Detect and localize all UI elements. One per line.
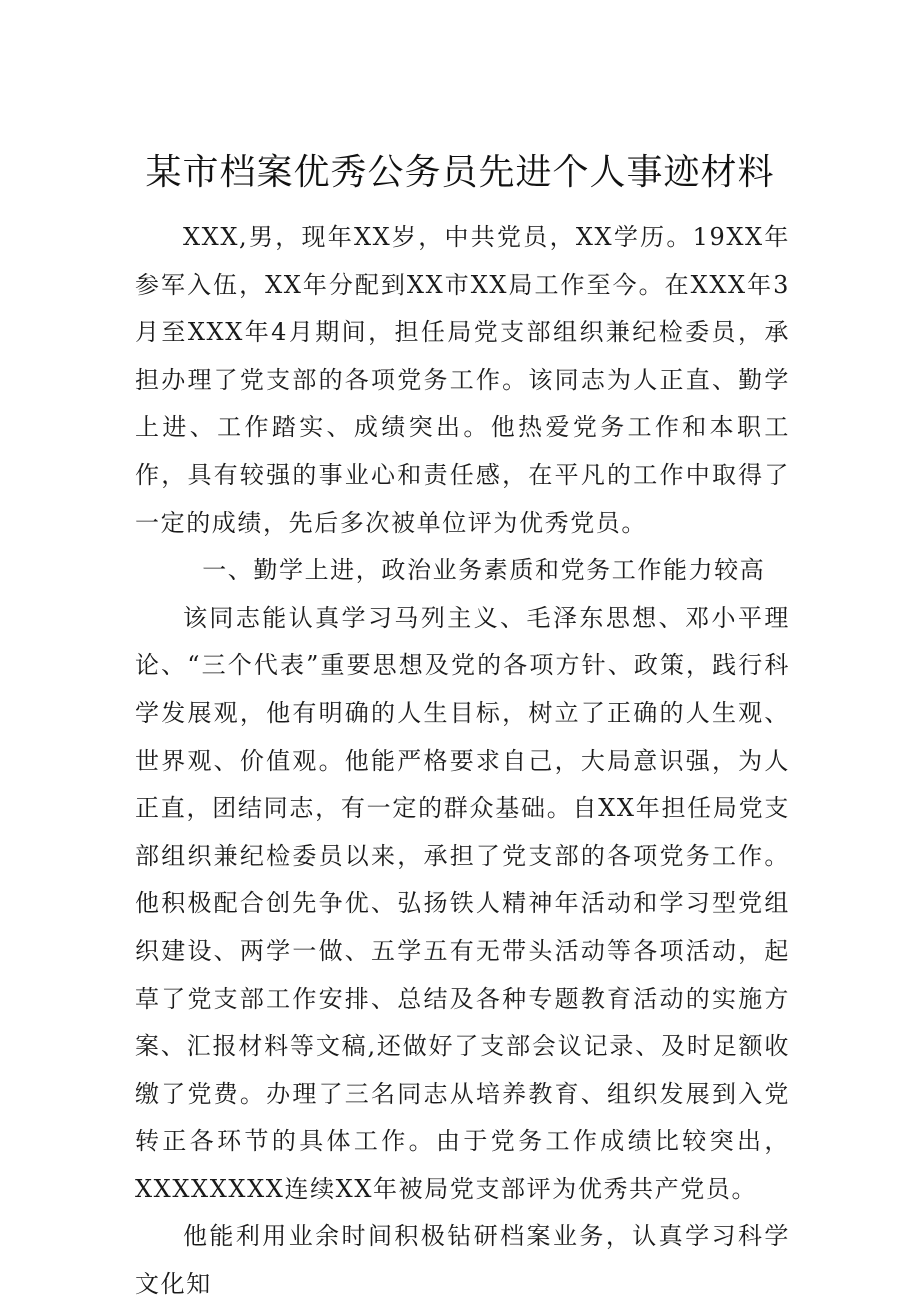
- paragraph-section-1: 该同志能认真学习马列主义、毛泽东思想、邓小平理论、“三个代表”重要思想及党的各项方针、政策，践行科学发展观，他有明确的人生目标，树立了正确的人生观、世界观、价值观。他能严格要求自己，大局意识强，为人正直，团结同志，有一定的群众基础。自XX年担任局党支部组织兼纪检委员以来，承担了党支部的各项党务工作。他积极配合创先争优、弘扬铁人精神年活动和学习型党组织建设、两学一做、五学五有无带头活动等各项活动，起草了党支部工作安排、总结及各种专题教育活动的实施方案、汇报材料等文稿,还做好了支部会议记录、及时足额收缴了党费。办理了三名同志从培养教育、组织发展到入党转正各环节的具体工作。由于党务工作成绩比较突出，XXXXXXXX连续XX年被局党支部评为优秀共产党员。: [135, 603, 790, 1203]
- paragraph-archives-study: 他能利用业余时间积极钻研档案业务，认真学习科学文化知: [135, 1222, 790, 1299]
- document-body: [135, 214, 790, 1309]
- document-title: 某市档案优秀公务员先进个人事迹材料: [145, 152, 775, 193]
- paragraph-intro: XXX,男，现年XX岁，中共党员，XX学历。19XX年参军入伍，XX年分配到XX市XX局工作至今。在XXX年3月至XXX年4月期间，担任局党支部组织兼纪检委员，承担办理了党支部的各项党务工作。该同志为人正直、勤学上进、工作踏实、成绩突出。他热爱党务工作和本职工作，具有较强的事业心和责任感，在平凡的工作中取得了一定的成绩，先后多次被单位评为优秀党员。: [135, 223, 790, 537]
- section-heading-1: 一、勤学上进，政治业务素质和党务工作能力较高: [202, 556, 766, 585]
